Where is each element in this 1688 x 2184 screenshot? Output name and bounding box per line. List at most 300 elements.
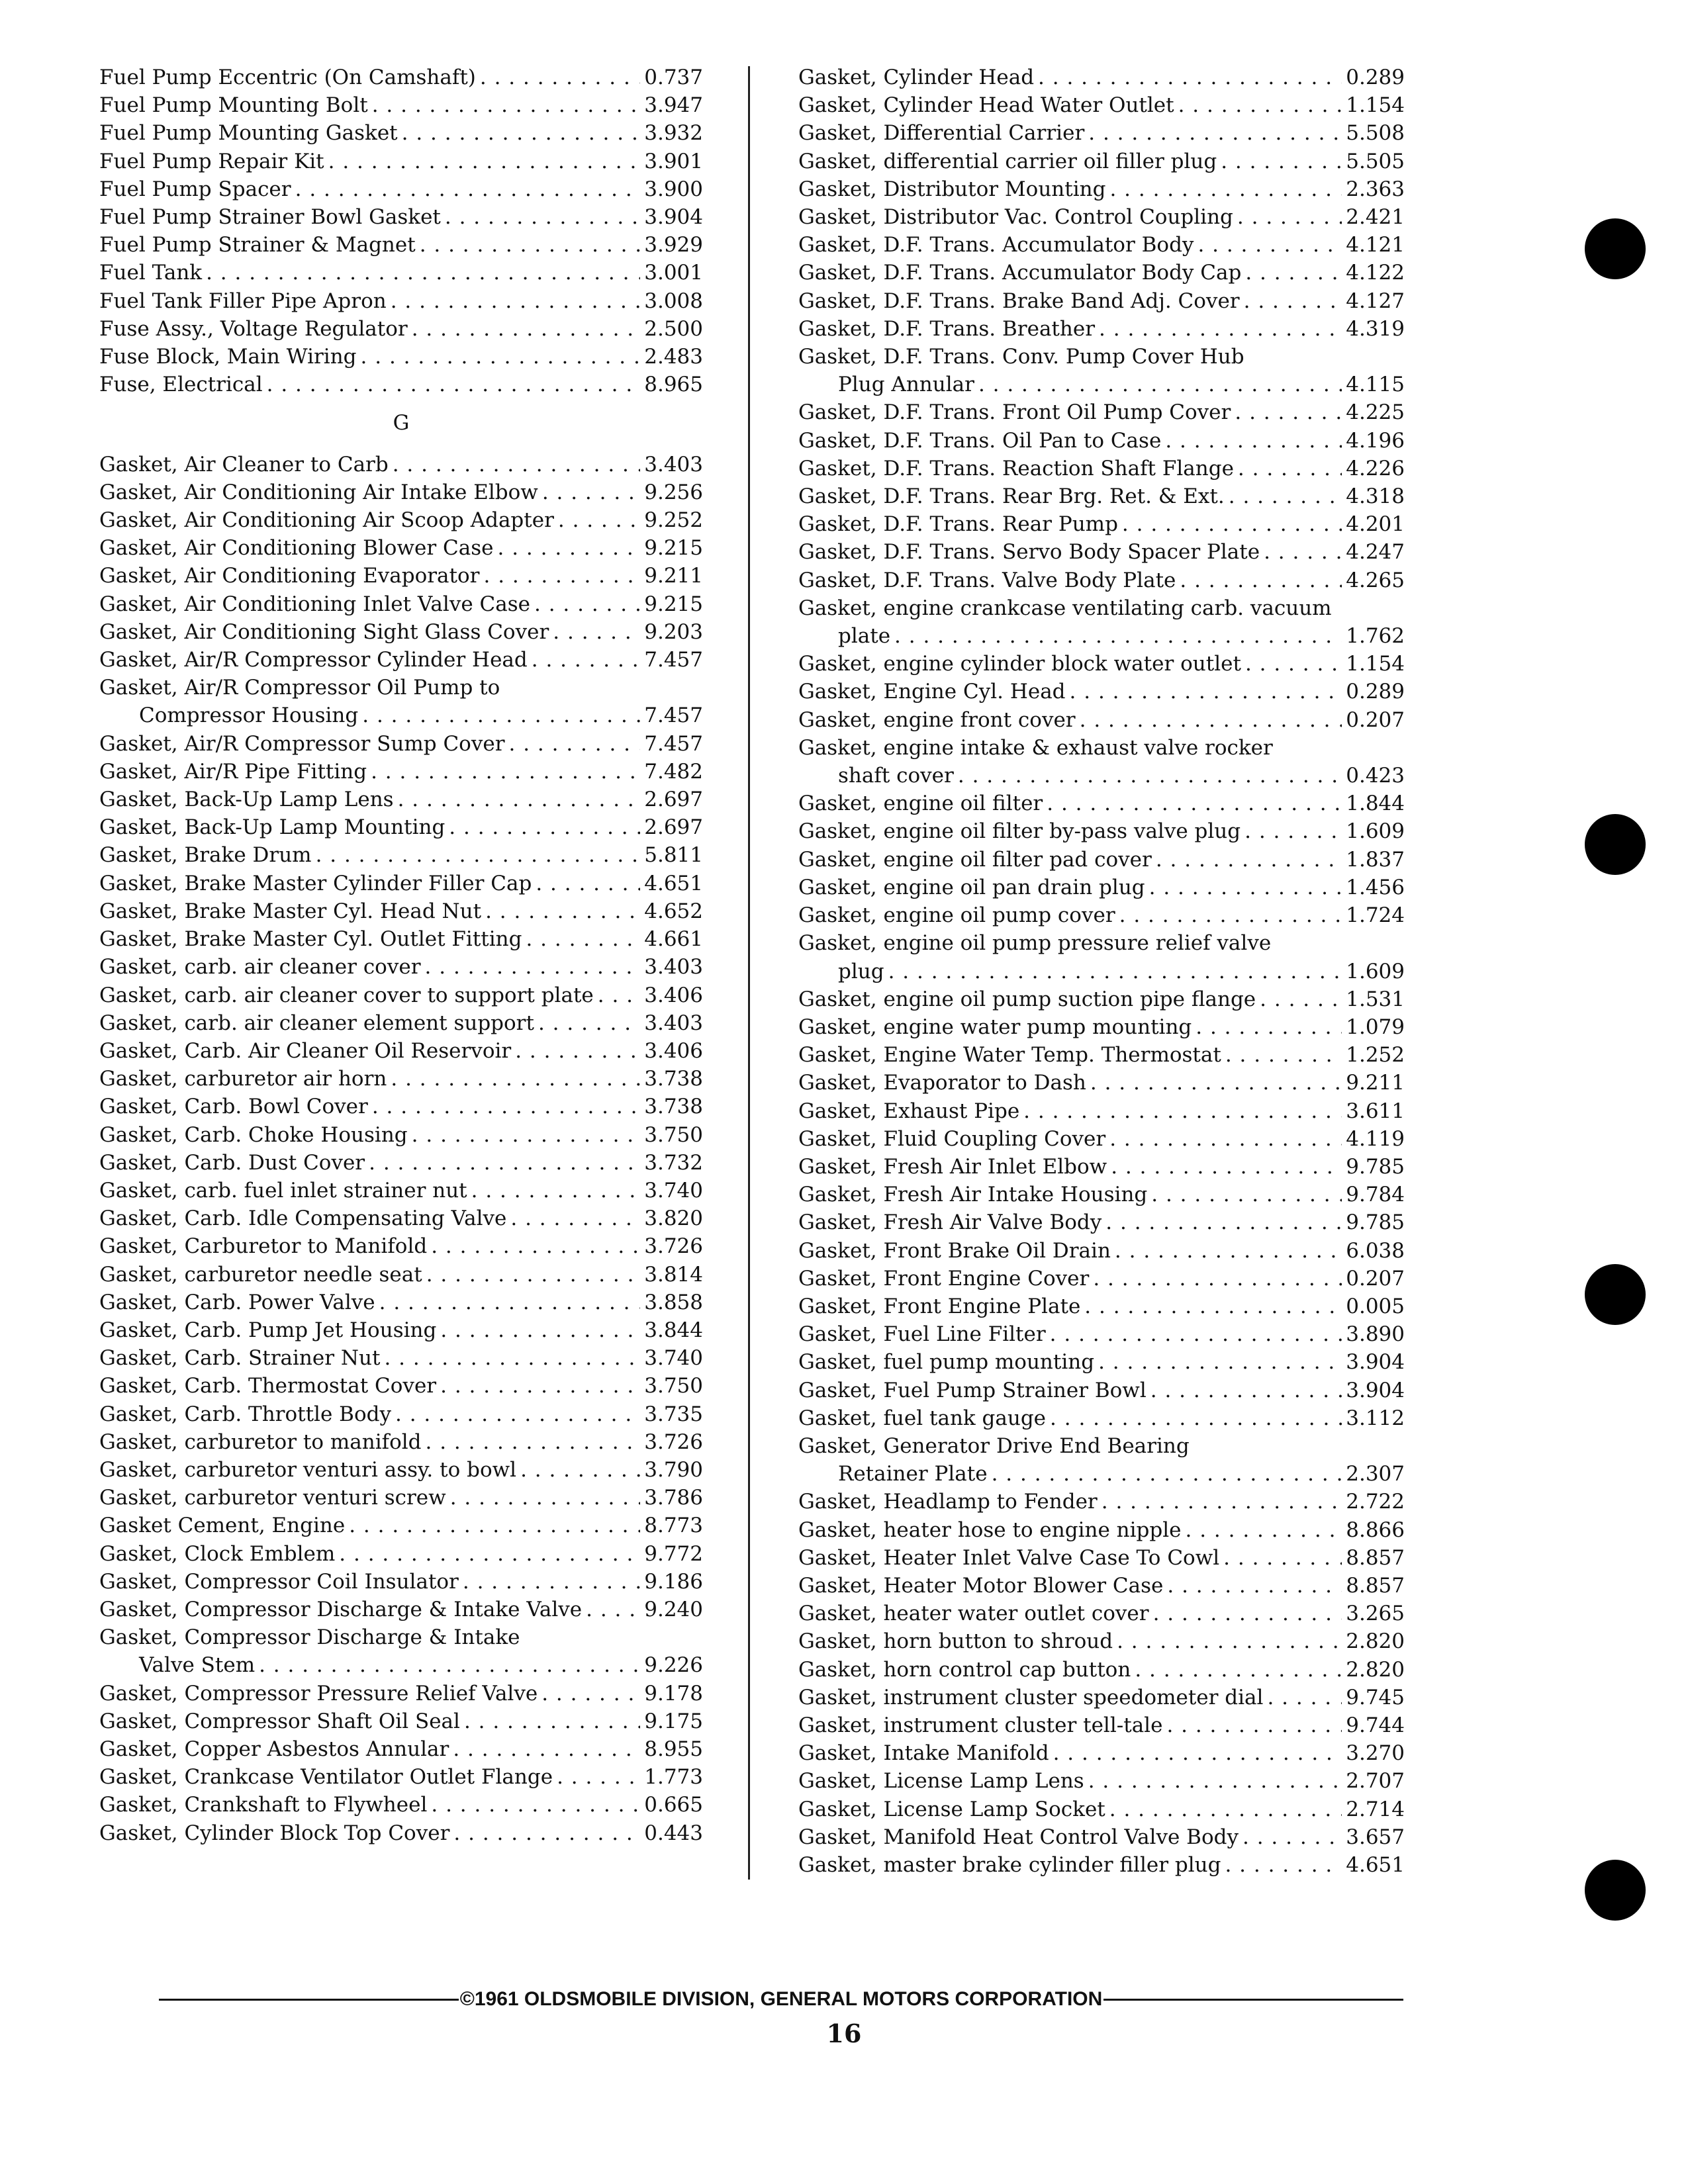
- entry-number: 3.738: [644, 1067, 703, 1091]
- index-entry: [99, 618, 703, 646]
- entry-name: Gasket, Carb. Pump Jet Housing: [99, 1318, 437, 1342]
- index-entry: [99, 1232, 703, 1260]
- dot-leader: [395, 1400, 640, 1428]
- entry-number: 8.866: [1346, 1518, 1405, 1542]
- dot-leader: [1150, 1377, 1342, 1404]
- dot-leader: [1235, 398, 1342, 426]
- dot-leader: [349, 1512, 640, 1539]
- entry-name: Gasket, carb. air cleaner cover: [99, 955, 421, 979]
- dot-leader: [1109, 1125, 1342, 1153]
- dot-leader: [888, 958, 1342, 985]
- dot-leader: [1244, 817, 1342, 845]
- index-entry: [99, 478, 703, 506]
- entry-name: Gasket, Engine Water Temp. Thermostat: [798, 1043, 1221, 1068]
- gasket-entries-right: [798, 64, 1405, 1879]
- index-entry: [99, 1680, 703, 1707]
- dot-leader: [1186, 1516, 1342, 1544]
- entry-name: Gasket, License Lamp Lens: [798, 1769, 1084, 1794]
- entry-name: Gasket, Cylinder Block Top Cover: [99, 1821, 450, 1845]
- entry-name: Gasket, Heater Motor Blower Case: [798, 1573, 1164, 1598]
- entry-number: 3.406: [644, 1038, 703, 1063]
- dot-leader: [1245, 650, 1342, 678]
- dot-leader: [1088, 1767, 1342, 1795]
- entry-name: Gasket, D.F. Trans. Rear Pump: [798, 512, 1118, 537]
- index-entry: [798, 148, 1405, 175]
- index-entry: [798, 398, 1405, 426]
- entry-number: 3.403: [644, 452, 703, 477]
- entry-number: 1.844: [1346, 792, 1405, 816]
- entry-number: 3.932: [644, 121, 703, 146]
- entry-name: Fuel Pump Repair Kit: [99, 149, 324, 173]
- entry-name-continued: plate: [838, 624, 891, 649]
- index-entry: [798, 790, 1405, 817]
- dot-leader: [532, 646, 641, 674]
- dot-leader: [541, 1680, 640, 1707]
- entry-number: 2.307: [1346, 1462, 1405, 1486]
- footer-rule-left: [159, 1999, 459, 2001]
- index-entry: [99, 1344, 703, 1372]
- entry-number: 8.857: [1346, 1545, 1405, 1570]
- dot-leader: [1229, 482, 1342, 510]
- index-entry: [798, 91, 1405, 119]
- dot-leader: [558, 506, 640, 534]
- index-entry: [99, 287, 703, 315]
- dot-leader: [398, 786, 641, 813]
- dot-leader: [1225, 1851, 1342, 1879]
- entry-name: Gasket, Fresh Air Inlet Elbow: [798, 1154, 1107, 1179]
- entry-number: 4.226: [1346, 456, 1405, 480]
- entry-number: 5.508: [1346, 121, 1405, 146]
- entry-name: Gasket, engine water pump mounting: [798, 1015, 1192, 1039]
- dot-leader: [510, 1205, 640, 1232]
- entry-name: Gasket, Cylinder Head Water Outlet: [798, 93, 1174, 118]
- entry-name: Gasket, Compressor Pressure Relief Valve: [99, 1681, 538, 1706]
- entry-number: 4.122: [1346, 261, 1405, 285]
- dot-leader: [536, 870, 640, 897]
- dot-leader: [1237, 203, 1342, 231]
- entry-number: 9.745: [1346, 1685, 1405, 1709]
- entry-name: Gasket, D.F. Trans. Breather: [798, 316, 1096, 341]
- entry-number: 1.456: [1346, 875, 1405, 899]
- index-entry: [798, 203, 1405, 231]
- entry-name: Gasket, Differential Carrier: [798, 121, 1085, 146]
- dot-leader: [894, 622, 1342, 650]
- index-entry: [99, 897, 703, 925]
- entry-continuation: [798, 371, 1405, 398]
- index-entry: [99, 1484, 703, 1512]
- index-entry: [798, 64, 1405, 91]
- entry-number: 3.900: [644, 177, 703, 201]
- gasket-entries-left: [99, 451, 703, 1847]
- entry-name-continued: Retainer Plate: [838, 1462, 988, 1486]
- entry-name: Gasket, License Lamp Socket: [798, 1797, 1105, 1821]
- entry-name: Gasket, Air Conditioning Blower Case: [99, 536, 494, 561]
- entry-name: Gasket, Air Conditioning Evaporator: [99, 564, 480, 588]
- index-entry: [798, 1377, 1405, 1404]
- index-entry: [798, 538, 1405, 566]
- index-entry: [99, 841, 703, 869]
- index-entry: [99, 674, 703, 729]
- dot-leader: [557, 1763, 640, 1791]
- index-entry: [798, 929, 1405, 985]
- index-entry: [99, 506, 703, 534]
- entry-name: Gasket, heater water outlet cover: [798, 1602, 1149, 1626]
- index-entry: [798, 1125, 1405, 1153]
- entry-name: Fuel Pump Eccentric (On Camshaft): [99, 66, 476, 89]
- index-entry: [99, 1819, 703, 1847]
- dot-leader: [1151, 1181, 1342, 1208]
- index-entry: [99, 953, 703, 981]
- entry-number: 3.890: [1346, 1322, 1405, 1347]
- entry-name: Gasket, Brake Master Cyl. Outlet Fitting: [99, 927, 522, 952]
- index-entry: [99, 1289, 703, 1316]
- dot-leader: [453, 1819, 640, 1847]
- entry-name: Gasket, Fresh Air Intake Housing: [798, 1183, 1148, 1207]
- entry-name: Gasket, Fresh Air Valve Body: [798, 1210, 1102, 1235]
- index-entry: [798, 287, 1405, 315]
- entry-name: Gasket, Carb. Strainer Nut: [99, 1346, 381, 1371]
- entry-number: 1.609: [1346, 959, 1405, 983]
- entry-name: Gasket, fuel pump mounting: [798, 1350, 1095, 1375]
- index-entry: [99, 1121, 703, 1149]
- entry-name: Gasket, Carb. Thermostat Cover: [99, 1374, 437, 1398]
- index-entry: [99, 315, 703, 343]
- column-divider: [748, 66, 750, 1880]
- entry-number: 1.252: [1346, 1043, 1405, 1068]
- entry-continuation: [99, 1651, 703, 1679]
- index-entry: [798, 1320, 1405, 1348]
- entry-name: Gasket, Brake Master Cyl. Head Nut: [99, 899, 482, 923]
- entry-number: 1.154: [1346, 93, 1405, 118]
- dot-leader: [426, 1261, 641, 1289]
- entry-name: Gasket, Compressor Discharge & Intake: [99, 1625, 520, 1650]
- entry-name: Fuel Pump Spacer: [99, 177, 291, 201]
- dot-leader: [1197, 231, 1342, 259]
- entry-number: 8.955: [644, 1737, 703, 1761]
- index-entry: [798, 1516, 1405, 1544]
- entry-number: 3.406: [644, 983, 703, 1007]
- entry-name: Gasket, Air/R Pipe Fitting: [99, 759, 367, 784]
- index-entry: [99, 203, 703, 231]
- dot-leader: [586, 1596, 640, 1623]
- entry-number: 4.661: [644, 927, 703, 952]
- index-entry: [798, 1488, 1405, 1516]
- index-entry: [798, 1572, 1405, 1600]
- entry-number: 3.820: [644, 1206, 703, 1231]
- index-entry: [99, 925, 703, 953]
- entry-number: 9.784: [1346, 1183, 1405, 1207]
- index-entry: [798, 1041, 1405, 1069]
- index-entry: [99, 981, 703, 1009]
- index-entry: [798, 175, 1405, 203]
- dot-leader: [267, 371, 641, 398]
- dot-leader: [402, 119, 641, 147]
- entry-name: Gasket, Air/R Compressor Sump Cover: [99, 731, 505, 756]
- dot-leader: [542, 478, 640, 506]
- entry-number: 9.256: [644, 480, 703, 504]
- entry-continuation: [798, 1460, 1405, 1488]
- index-entry: [798, 1013, 1405, 1041]
- entry-number: 2.714: [1346, 1797, 1405, 1821]
- entry-number: 0.289: [1346, 680, 1405, 704]
- dot-leader: [1267, 1684, 1342, 1711]
- entry-name: Gasket, Crankcase Ventilator Outlet Flange: [99, 1765, 553, 1790]
- index-entry: [99, 786, 703, 813]
- dot-leader: [391, 1065, 640, 1093]
- entry-number: 2.500: [644, 316, 703, 341]
- entry-number: 3.265: [1346, 1602, 1405, 1626]
- entry-name: Gasket, D.F. Trans. Rear Brg. Ret. & Ext.: [798, 484, 1225, 509]
- dot-leader: [372, 91, 641, 119]
- entry-number: 3.786: [644, 1486, 703, 1510]
- entry-name: Gasket, horn button to shroud: [798, 1629, 1113, 1654]
- entry-number: 3.844: [644, 1318, 703, 1342]
- index-entry: [99, 534, 703, 562]
- index-entry: [798, 874, 1405, 901]
- index-entry: [798, 1293, 1405, 1320]
- entry-name: Gasket, Carb. Air Cleaner Oil Reservoir: [99, 1038, 512, 1063]
- entry-name: Gasket, Evaporator to Dash: [798, 1071, 1086, 1095]
- entry-name: Gasket, engine cylinder block water outlet: [798, 652, 1241, 676]
- dot-leader: [1084, 1293, 1342, 1320]
- dot-leader: [1244, 287, 1342, 315]
- binder-hole-4: [1585, 1860, 1646, 1921]
- entry-name: Gasket, Carb. Dust Cover: [99, 1150, 365, 1175]
- entry-name: Gasket, engine oil pan drain plug: [798, 875, 1145, 899]
- index-entry: [798, 734, 1405, 790]
- binder-hole-3: [1585, 1264, 1646, 1325]
- entry-number: 3.814: [644, 1262, 703, 1287]
- dot-leader: [1105, 1208, 1342, 1236]
- index-column-right: [798, 64, 1405, 1879]
- dot-leader: [526, 925, 640, 953]
- dot-leader: [515, 1037, 640, 1065]
- dot-leader: [1238, 455, 1342, 482]
- index-entry: [798, 846, 1405, 874]
- entry-name: Gasket, Compressor Shaft Oil Seal: [99, 1709, 460, 1733]
- entry-name: Gasket, engine crankcase ventilating carb. vacuum: [798, 596, 1332, 620]
- dot-leader: [1050, 1404, 1342, 1432]
- index-entry: [798, 1656, 1405, 1684]
- entry-number: 7.457: [644, 704, 703, 728]
- entry-number: 0.289: [1346, 66, 1405, 89]
- dot-leader: [464, 1707, 640, 1735]
- entry-number: 3.732: [644, 1150, 703, 1175]
- index-entry: [798, 1348, 1405, 1376]
- entry-continuation: [99, 702, 703, 729]
- dot-leader: [369, 1149, 640, 1177]
- entry-name: Gasket, D.F. Trans. Oil Pan to Case: [798, 428, 1162, 453]
- entry-number: 9.175: [644, 1709, 703, 1733]
- entry-number: 4.127: [1346, 289, 1405, 313]
- entry-number: 7.457: [644, 731, 703, 756]
- entry-number: 3.929: [644, 233, 703, 257]
- entry-number: 4.196: [1346, 428, 1405, 453]
- entry-number: 2.722: [1346, 1490, 1405, 1514]
- index-entry: [99, 119, 703, 147]
- entry-name: Gasket, Front Engine Cover: [798, 1266, 1090, 1291]
- entry-number: 8.965: [644, 373, 703, 397]
- entry-name: Fuse Block, Main Wiring: [99, 345, 357, 369]
- dot-leader: [384, 1344, 640, 1372]
- entry-name: Gasket, D.F. Trans. Accumulator Body Cap: [798, 261, 1242, 285]
- dot-leader: [1153, 1600, 1342, 1627]
- entry-number: 8.857: [1346, 1573, 1405, 1598]
- entry-name: Gasket, Heater Inlet Valve Case To Cowl: [798, 1545, 1220, 1570]
- entry-number: 9.226: [644, 1653, 703, 1678]
- entry-name: Gasket, Headlamp to Fender: [798, 1490, 1098, 1514]
- dot-leader: [1245, 259, 1342, 287]
- entry-name: Gasket, Front Brake Oil Drain: [798, 1238, 1111, 1263]
- index-entry: [99, 1763, 703, 1791]
- entry-number: 0.207: [1346, 1266, 1405, 1291]
- entry-name: Gasket, carburetor air horn: [99, 1067, 387, 1091]
- dot-leader: [362, 702, 640, 729]
- index-entry: [99, 1037, 703, 1065]
- dot-leader: [206, 259, 640, 287]
- footer-rule-right: [1103, 1999, 1403, 2001]
- index-entry: [798, 1404, 1405, 1432]
- entry-number: 3.726: [644, 1430, 703, 1454]
- entry-name: Gasket, Brake Drum: [99, 843, 312, 868]
- entry-name: Gasket, Air/R Compressor Oil Pump to: [99, 676, 500, 700]
- entry-name: Gasket, Carb. Bowl Cover: [99, 1095, 368, 1119]
- entry-number: 9.772: [644, 1541, 703, 1566]
- entry-name: Gasket, D.F. Trans. Conv. Pump Cover Hub: [798, 345, 1244, 369]
- entry-name: Gasket, fuel tank gauge: [798, 1406, 1047, 1430]
- entry-name: Gasket, Distributor Vac. Control Coupling: [798, 205, 1233, 230]
- index-entry: [99, 451, 703, 478]
- entry-name: Fuel Pump Strainer Bowl Gasket: [99, 205, 441, 230]
- entry-continuation: [798, 622, 1405, 650]
- dot-leader: [1166, 1711, 1342, 1739]
- dot-leader: [1223, 1544, 1342, 1572]
- entry-number: 2.697: [644, 815, 703, 840]
- entry-name: Gasket, Brake Master Cylinder Filler Cap: [99, 871, 532, 895]
- dot-leader: [509, 730, 641, 758]
- entry-name: Gasket, Fluid Coupling Cover: [798, 1126, 1106, 1151]
- entry-number: 2.707: [1346, 1769, 1405, 1794]
- index-entry: [99, 1093, 703, 1120]
- index-entry: [99, 1400, 703, 1428]
- page-number: 16: [826, 2019, 862, 2048]
- entry-number: 1.154: [1346, 652, 1405, 676]
- index-entry: [798, 1208, 1405, 1236]
- entry-number: 9.178: [644, 1681, 703, 1706]
- entry-number: 3.904: [1346, 1378, 1405, 1402]
- index-entry: [99, 1707, 703, 1735]
- entry-name: Gasket, engine oil filter pad cover: [798, 847, 1152, 872]
- dot-leader: [1088, 119, 1342, 147]
- index-entry: [99, 175, 703, 203]
- entry-name: Gasket, Back-Up Lamp Mounting: [99, 815, 445, 840]
- dot-leader: [1070, 678, 1342, 705]
- index-entry: [99, 870, 703, 897]
- index-entry: [99, 1623, 703, 1679]
- entry-name: Fuel Pump Strainer & Magnet: [99, 233, 416, 257]
- index-entry: [798, 510, 1405, 538]
- entry-name: Gasket, Air Conditioning Air Scoop Adapter: [99, 508, 554, 533]
- entry-number: 2.820: [1346, 1657, 1405, 1682]
- entry-name: Gasket, carb. fuel inlet strainer nut: [99, 1178, 467, 1203]
- dot-leader: [391, 287, 641, 315]
- entry-name: Fuse, Electrical: [99, 373, 263, 397]
- index-entry: [798, 427, 1405, 455]
- entry-name: Gasket, Carb. Throttle Body: [99, 1402, 391, 1426]
- entry-name: Gasket, Back-Up Lamp Lens: [99, 788, 394, 812]
- index-entry: [798, 1711, 1405, 1739]
- entry-name: Gasket, Compressor Discharge & Intake Valve: [99, 1597, 583, 1621]
- index-entry: [798, 1823, 1405, 1851]
- entry-number: 3.657: [1346, 1825, 1405, 1849]
- entry-number: 3.735: [644, 1402, 703, 1426]
- index-entry: [798, 567, 1405, 594]
- entry-name: Gasket, instrument cluster tell-tale: [798, 1713, 1163, 1737]
- entry-name: Gasket, D.F. Trans. Brake Band Adj. Cover: [798, 289, 1240, 313]
- entry-number: 3.403: [644, 955, 703, 979]
- entry-number: 3.750: [644, 1122, 703, 1147]
- dot-leader: [483, 562, 640, 590]
- index-entry: [99, 371, 703, 398]
- dot-leader: [497, 534, 640, 562]
- index-entry: [798, 594, 1405, 650]
- dot-leader: [316, 841, 641, 869]
- index-entry: [99, 1428, 703, 1456]
- index-entry: [798, 119, 1405, 147]
- index-entry: [798, 231, 1405, 259]
- index-entry: [798, 1796, 1405, 1823]
- entry-number: 4.115: [1346, 373, 1405, 397]
- index-entry: [798, 259, 1405, 287]
- dot-leader: [328, 148, 641, 175]
- dot-leader: [431, 1232, 640, 1260]
- index-entry: [99, 64, 703, 91]
- dot-leader: [1109, 175, 1342, 203]
- entry-name: Gasket, Air Conditioning Inlet Valve Case: [99, 592, 530, 616]
- entry-name-continued: Plug Annular: [838, 373, 974, 397]
- dot-leader: [1196, 1013, 1342, 1041]
- dot-leader: [485, 897, 640, 925]
- dot-leader: [1165, 427, 1342, 455]
- entry-name: Gasket, Exhaust Pipe: [798, 1099, 1020, 1123]
- dot-leader: [598, 981, 640, 1009]
- entry-name: Gasket, Carb. Choke Housing: [99, 1122, 408, 1147]
- entry-name-continued: plug: [838, 959, 884, 983]
- entry-number: 3.611: [1346, 1099, 1405, 1123]
- index-entry: [99, 1205, 703, 1232]
- entry-number: 4.265: [1346, 568, 1405, 592]
- dot-leader: [1053, 1739, 1342, 1767]
- entry-name: Gasket, engine intake & exhaust valve rocker: [798, 735, 1273, 760]
- entry-name: Gasket, engine oil filter: [798, 792, 1043, 816]
- entry-name: Gasket, engine front cover: [798, 707, 1076, 732]
- entry-number: 3.750: [644, 1374, 703, 1398]
- entry-number: 1.609: [1346, 819, 1405, 844]
- index-entry: [798, 650, 1405, 678]
- index-entry: [798, 678, 1405, 705]
- entry-name: Fuel Pump Mounting Gasket: [99, 121, 398, 146]
- entry-number: 9.186: [644, 1569, 703, 1594]
- index-entry: [99, 148, 703, 175]
- entry-number: 1.531: [1346, 987, 1405, 1011]
- index-entry: [99, 730, 703, 758]
- index-entry: [99, 1149, 703, 1177]
- entry-number: 4.119: [1346, 1126, 1405, 1151]
- entry-number: 4.247: [1346, 540, 1405, 565]
- entry-number: 2.363: [1346, 177, 1405, 201]
- index-entry: [798, 1237, 1405, 1265]
- index-entry: [99, 813, 703, 841]
